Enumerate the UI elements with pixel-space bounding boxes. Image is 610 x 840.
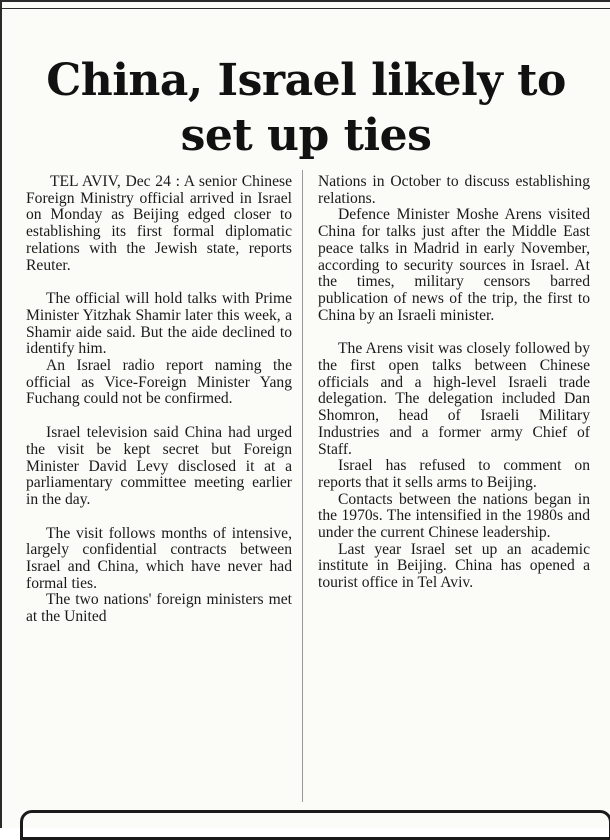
- column-divider: [302, 170, 303, 802]
- paragraph: The two nations' foreign ministers met at the United: [26, 591, 292, 626]
- paragraph: The visit follows months of intensive, largely confidential contracts between Israel and China, which have never had formal ties.: [26, 524, 292, 592]
- article-column-right: [318, 174, 590, 592]
- top-rule: [2, 0, 610, 9]
- paragraph: Israel television said China had urged the visit be kept secret but Foreign Minister David Levy disclosed it at a parliamentary committee meeting earlier in the day.: [26, 424, 292, 508]
- paragraph: An Israel radio report naming the official as Vice-Foreign Minister Yang Fuchang could not be confirmed.: [26, 357, 292, 408]
- paragraph-dateline: TEL AVIV, Dec 24 : A senior Chinese Foreign Ministry official arrived in Israel on Monday as Beijing edged closer to establishing its first formal diplomatic relations with the Jewish state, reports Reuter.: [26, 173, 292, 274]
- paragraph: Last year Israel set up an academic institute in Beijing. China has opened a tourist office in Tel Aviv.: [318, 540, 590, 592]
- bottom-border: [20, 810, 610, 840]
- paragraph: Defence Minister Moshe Arens visited China for talks just after the Middle East peace talks in Madrid in early November, according to security sources in Israel. At the times, military censors barred publication of news of the trip, the first to China by an Israeli minister.: [318, 206, 590, 324]
- article-column-left: [26, 174, 292, 626]
- headline: China, Israel likely to set up ties: [46, 55, 566, 162]
- paragraph: The official will hold talks with Prime Minister Yitzhak Shamir later this week, a Shamir aide said. But the aide declined to identify him.: [26, 290, 292, 358]
- paragraph: Israel has refused to comment on reports that it sells arms to Beijing.: [318, 457, 590, 491]
- paragraph: The Arens visit was closely followed by the first open talks between Chinese officials and a high-level Israeli trade delegation. The delegation included Dan Shomron, head of Israeli Military Industries and a former army Chief of Staff.: [318, 340, 590, 458]
- paragraph-continued: Nations in October to discuss establishing relations.: [318, 173, 590, 207]
- paragraph: Contacts between the nations began in the 1970s. The intensified in the 1980s and under the current Chinese leadership.: [318, 490, 590, 542]
